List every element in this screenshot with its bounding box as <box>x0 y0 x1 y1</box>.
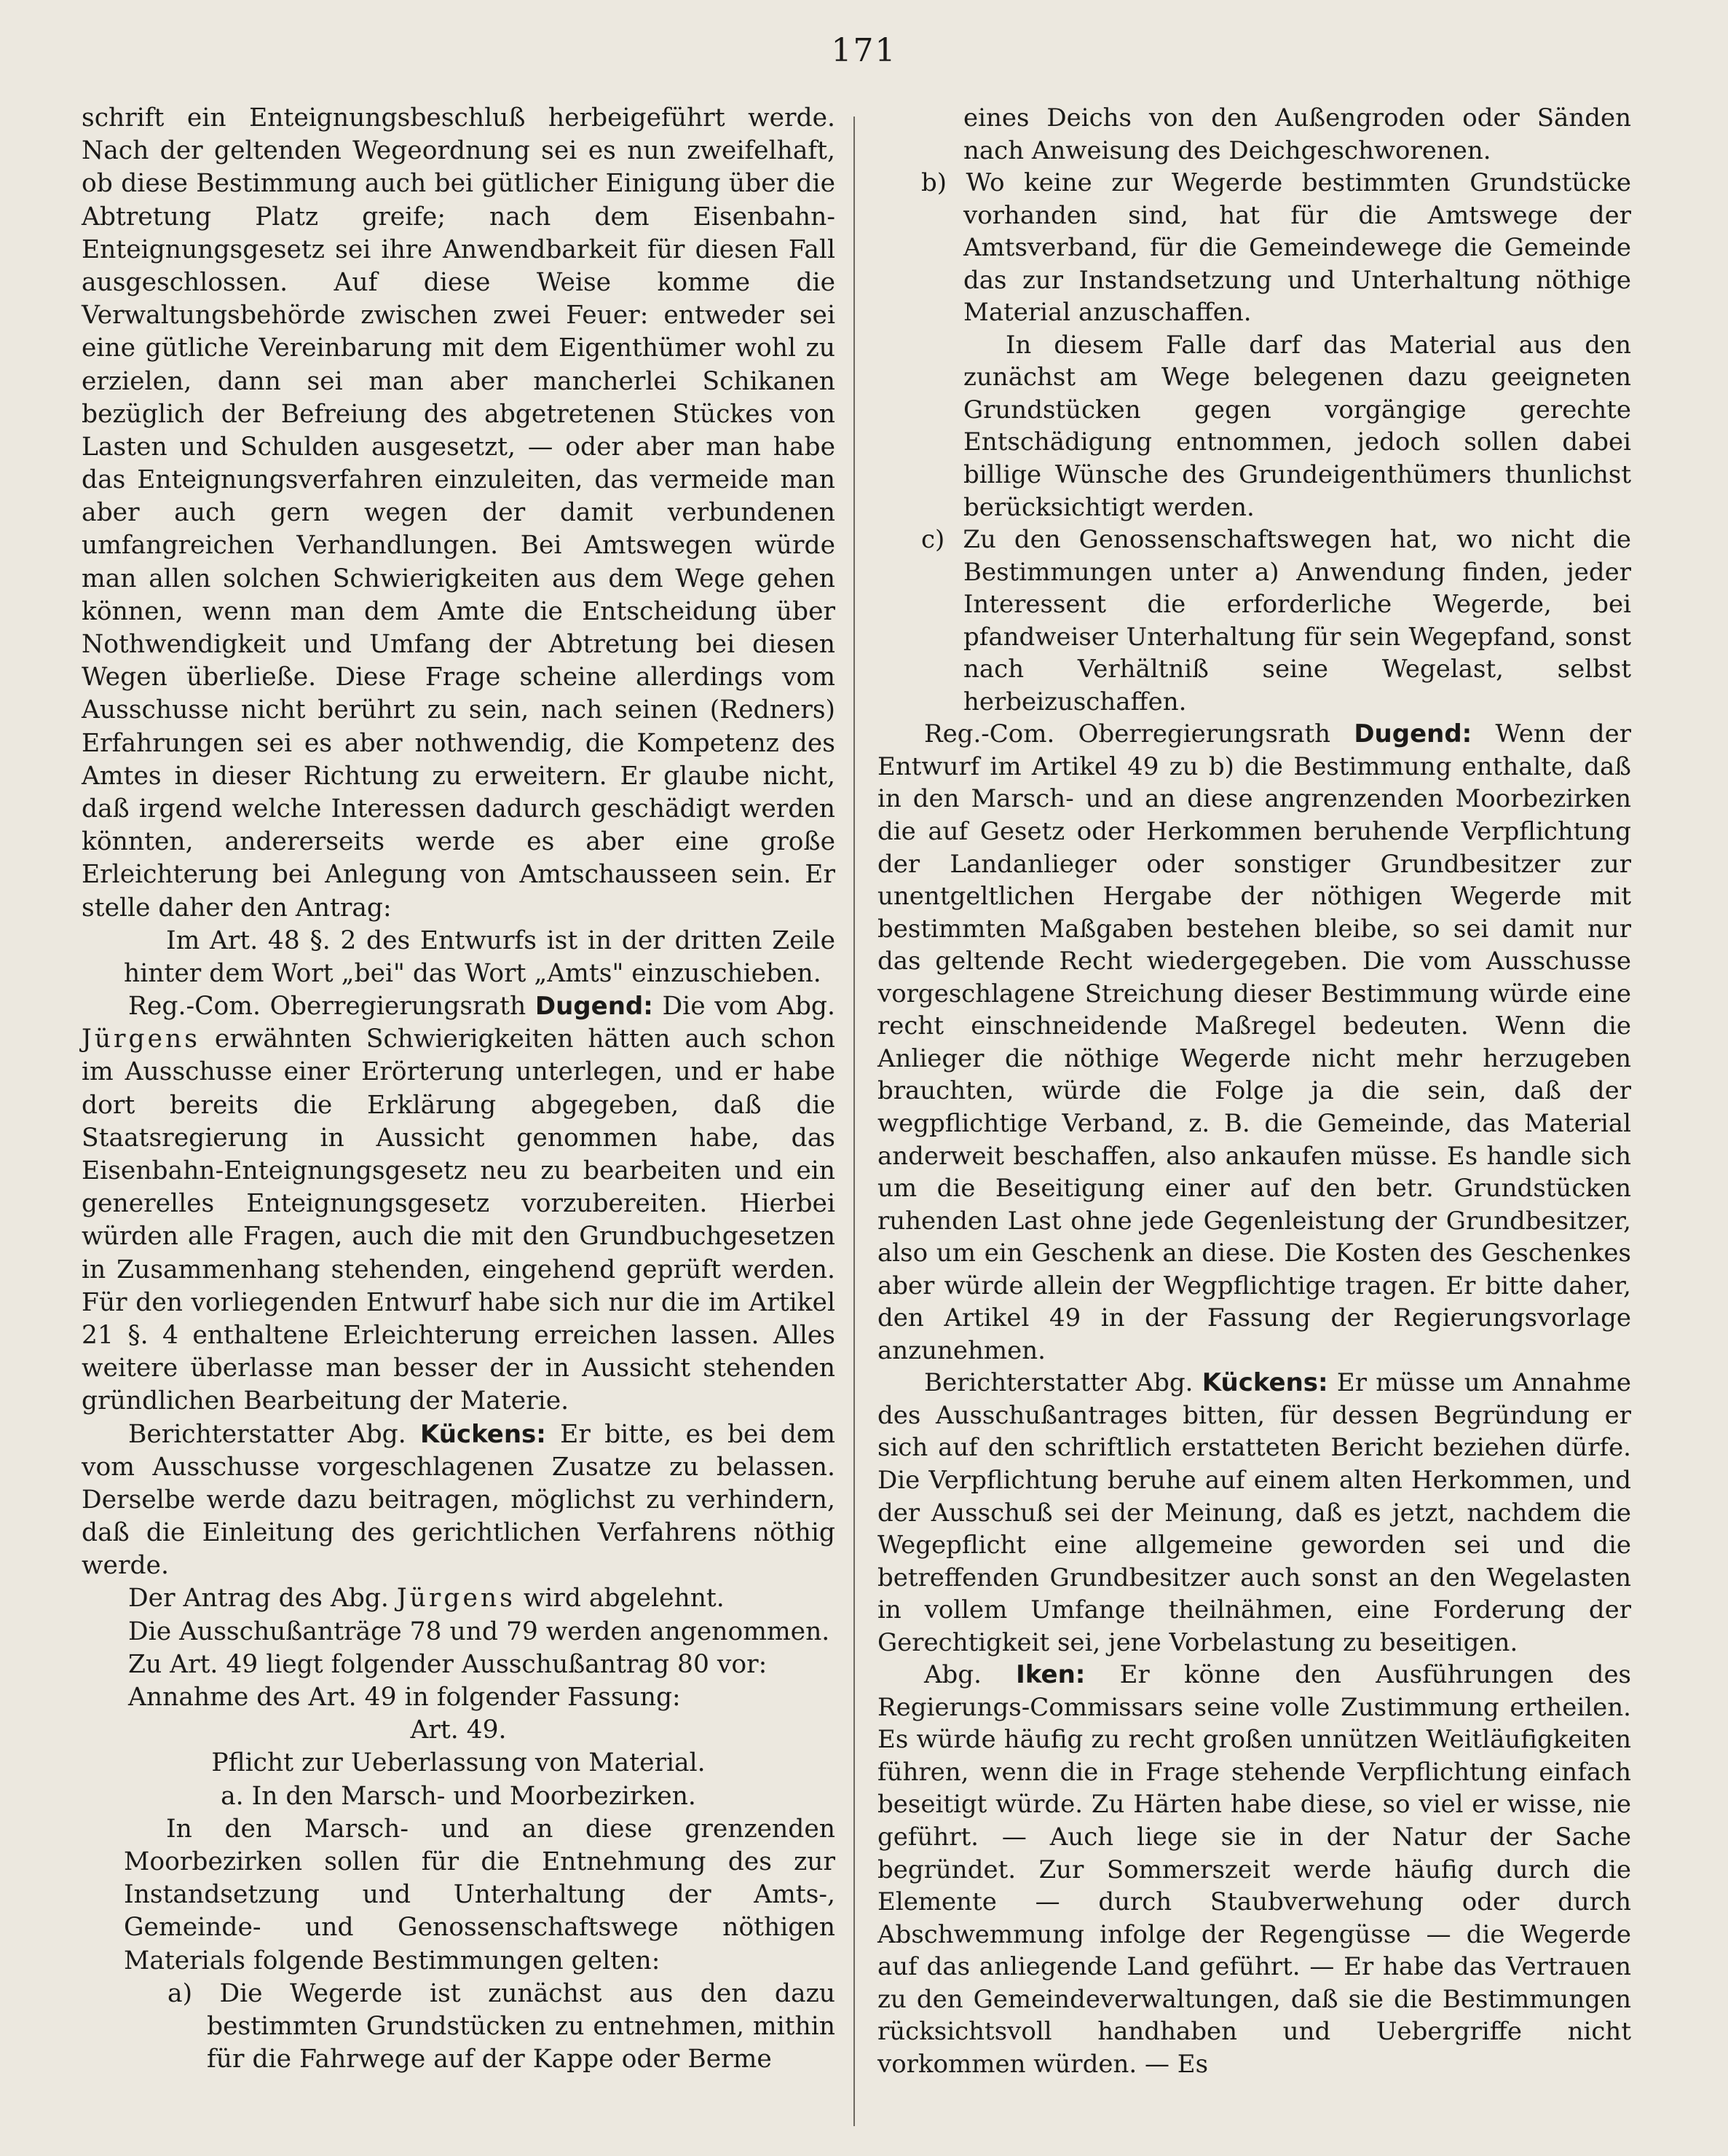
column-divider <box>853 117 855 2126</box>
paragraph: Berichterstatter Abg. Kückens: Er bitte, es bei dem vom Ausschusse vorgeschlagenen Zusatze zu belassen. Derselbe werde dazu beitragen, möglichst zu verhindern, daß die Einleitung des gerichtlichen Verfahrens nöthig werde. <box>82 1419 835 1581</box>
paragraph: Reg.-Com. Oberregierungsrath Dugend: Wenn der Entwurf im Artikel 49 zu b) die Bestimmung enthalte, daß in den Marsch- und an diese angrenzenden Moorbezirken die auf Gesetz oder Herkommen beruhende Verpflichtung der Landanlieger oder sonstiger Grundbesitzer zur unentgeltlichen Hergabe der nöthigen Wegerde mit bestimmten Maßgaben bestehen bleibe, so sei damit nur das geltende Recht wiedergegeben. Die vom Ausschusse vorgeschlagene Streichung dieser Bestimmung würde eine recht einschneidende Maßregel bedeuten. Wenn die Anlieger die nöthige Wegerde nicht mehr herzugeben brauchten, würde die Folge ja die sein, daß der wegpflichtige Verband, z. B. die Gemeinde, das Material anderweit beschaffen, also ankaufen müsse. Es handle sich um die Beseitigung einer auf den betr. Grundstücken ruhenden Last ohne jede Gegenleistung der Grundbesitzer, also um ein Geschenk an diese. Die Kosten des Geschenkes aber würde allein der Wegpflichtige tragen. Er bitte daher, den Artikel 49 in der Fassung der Regierungsvorlage anzunehmen. <box>877 719 1632 1365</box>
speaker-name: Dugend: <box>1354 719 1472 749</box>
paragraph: Die Ausschußanträge 78 und 79 werden angenommen. <box>128 1616 830 1646</box>
paragraph: Annahme des Art. 49 in folgender Fassung: <box>128 1683 681 1712</box>
right-column <box>877 102 1631 2080</box>
paragraph: Zu Art. 49 liegt folgender Ausschußantrag 80 vor: <box>128 1649 768 1679</box>
speaker-name: Iken: <box>1016 1660 1086 1690</box>
speaker-name: Dugend: <box>534 992 653 1022</box>
speaker-name: Jürgens <box>82 1024 200 1054</box>
paragraph: Berichterstatter Abg. Kückens: Er müsse um Annahme des Ausschußantrages bitten, für dessen Begründung er sich auf den schriftlich erstatteten Bericht beziehen dürfe. Die Verpflichtung beruhe auf einem alten Herkommen, und der Ausschuß sei der Meinung, daß es jetzt, nachdem die Wegepflicht eine allgemeine geworden sei und die betreffenden Grundbesitzer auch sonst an den Wegelasten in vollem Umfange theilnähmen, eine Forderung der Gerechtigkeit sei, jene Vorbelastung zu beseitigen. <box>877 1368 1631 1657</box>
paragraph: schrift ein Enteignungsbeschluß herbeigeführt werde. Nach der geltenden Wegeordnung sei es nun zweifelhaft, ob diese Bestimmung auch bei gütlicher Einigung über die Abtretung Platz greife; nach dem Eisenbahn-Enteignungsgesetz sei ihre Anwendbarkeit für diesen Fall ausgeschlossen. Auf diese Weise komme die Verwaltungsbehörde zwischen zwei Feuer: entweder sei eine gütliche Vereinbarung mit dem Eigenthümer wohl zu erzielen, dann sei man aber mancherlei Schikanen bezüglich der Befreiung des abgetretenen Stückes von Lasten und Schulden ausgesetzt, — oder aber man habe das Enteignungsverfahren einzuleiten, das vermeide man aber auch gern wegen der damit verbundenen umfangreichen Verhandlungen. Bei Amtswegen würde man allen solchen Schwierigkeiten aus dem Wege gehen können, wenn man dem Amte die Entscheidung über Nothwendigkeit und Umfang der Abtretung bei diesen Wegen überließe. Diese Frage scheine allerdings vom Ausschusse nicht berührt zu sein, nach seinen (Redners) Erfahrungen sei es aber nothwendig, die Kompetenz des Amtes in dieser Richtung zu erweitern. Er glaube nicht, daß irgend welche Interessen dadurch geschädigt werden könnten, andererseits werde es aber eine große Erleichterung bei Anlegung von Amtschausseen sein. Er stelle daher den Antrag: <box>82 103 835 923</box>
page-number: 171 <box>831 32 897 69</box>
article-title: Pflicht zur Ueberlassung von Material. <box>211 1748 706 1778</box>
article-item: a) Die Wegerde ist zunächst aus den dazu bestimmten Grundstücken zu entnehmen, mithin für die Fahrwege auf der Kappe oder Berme <box>167 1978 835 2074</box>
article-item: c) Zu den Genossenschaftswegen hat, wo nicht die Bestimmungen unter a) Anwendung finden, jeder Interessent die erforderliche Wegerde, bei pfandweiser Unterhaltung für sein Wegepfand, sonst nach Verhältniß seine Wegelast, selbst herbeizuschaffen. <box>921 525 1631 716</box>
article-text: In den Marsch- und an diese grenzenden Moorbezirken sollen für die Entnehmung des zur Instandsetzung und Unterhaltung der Amts-, Gemeinde- und Genossenschaftswege nöthigen Materials folgende Bestimmungen gelten: <box>124 1814 835 1975</box>
article-text: In diesem Falle darf das Material aus den zunächst am Wege belegenen dazu geeigneten Grundstücken gegen vorgängige gerechte Entschädigung entnommen, jedoch sollen dabei billige Wünsche des Grundeigenthümers thunlichst berücksichtigt werden. <box>963 330 1631 522</box>
paragraph: Abg. Iken: Er könne den Ausführungen des Regierungs-Commissars seine volle Zustimmung ertheilen. Es würde häufig zu recht großen unnützen Weitläufigkeiten führen, wenn die in Frage stehende Verpflichtung einfach beseitigt würde. Zu Härten habe diese, so viel er wisse, nie geführt. — Auch liege sie in der Natur der Sache begründet. Zur Sommerszeit werde häufig durch die Elemente — durch Staubverwehung oder durch Abschwemmung infolge der Regengüsse — die Wegerde auf das anliegende Land geführt. — Er habe das Vertrauen zu den Gemeindeverwaltungen, daß sie die Bestimmungen rücksichtsvoll handhaben und Uebergriffe nicht vorkommen würden. — Es <box>877 1660 1632 2079</box>
speaker-name: Jürgens <box>396 1584 516 1614</box>
left-column <box>82 102 835 2076</box>
motion-text: Im Art. 48 §. 2 des Entwurfs ist in der dritten Zeile hinter dem Wort „bei" das Wort „Amts" einzuschieben. <box>124 925 835 988</box>
speaker-name: Kückens: <box>1202 1368 1328 1398</box>
article-heading: Art. 49. <box>410 1715 507 1745</box>
paragraph: Reg.-Com. Oberregierungsrath Dugend: Die vom Abg. Jürgens erwähnten Schwierigkeiten hätten auch schon im Ausschusse einer Erörterung unterlegen, und er habe dort bereits die Erklärung abgegeben, daß die Staatsregierung in Aussicht genommen habe, das Eisenbahn-Enteignungsgesetz neu zu bearbeiten und ein generelles Enteignungsgesetz vorzubereiten. Hierbei würden alle Fragen, auch die mit den Grundbuchgesetzen in Zusammenhang stehenden, eingehend geprüft werden. Für den vorliegenden Entwurf habe sich nur die im Artikel 21 §. 4 enthaltene Erleichterung erreichen lassen. Alles weitere überlasse man besser der in Aussicht stehenden gründlichen Bearbeitung der Materie. <box>82 992 835 1416</box>
article-item-continued: eines Deichs von den Außengroden oder Sänden nach Anweisung des Deichgeschworenen. <box>963 103 1631 165</box>
section-heading: a. In den Marsch- und Moorbezirken. <box>221 1781 696 1811</box>
speaker-name: Kückens: <box>419 1419 546 1449</box>
paragraph: Der Antrag des Abg. Jürgens wird abgelehnt. <box>128 1584 725 1614</box>
article-item: b) Wo keine zur Wegerde bestimmten Grundstücke vorhanden sind, hat für die Amtswege der Amtsverband, für die Gemeindewege die Gemeinde das zur Instandsetzung und Unterhaltung nöthige Material anzuschaffen. <box>921 168 1631 328</box>
